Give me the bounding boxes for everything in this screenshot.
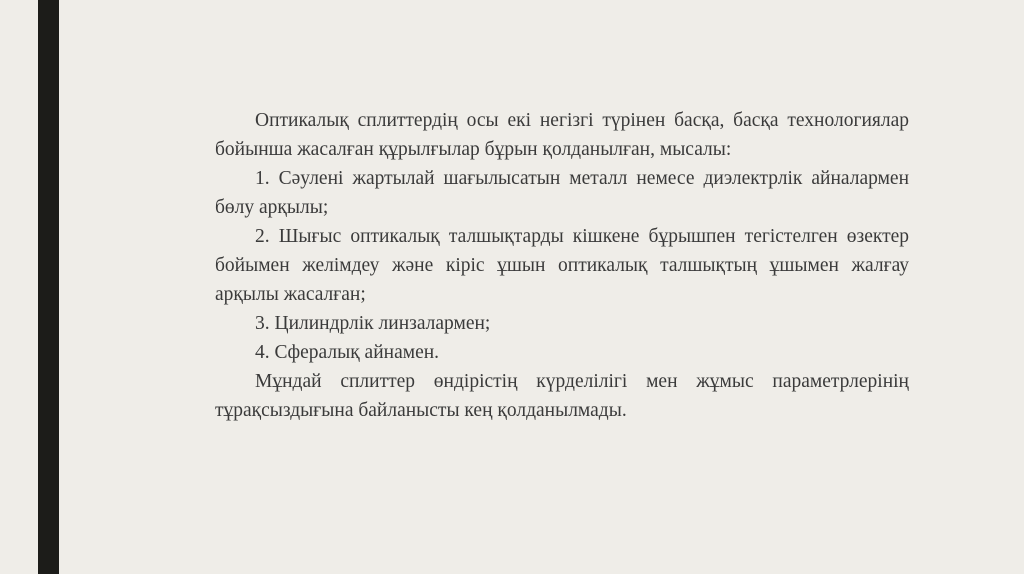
list-item-4: 4. Сфералық айнамен. (255, 342, 440, 363)
slide-body-text (215, 106, 909, 425)
list-item-2: 2. Шығыс оптикалық талшықтарды кішкене бұрышпен тегістелген өзектер бойымен желімдеу және кіріс ұшын оптикалық талшықтың ұшымен жалғау арқылы жасалған; (215, 226, 909, 305)
list-item-1: 1. Сәулені жартылай шағылысатын металл немесе диэлектрлік айналармен бөлу арқылы; (215, 168, 909, 218)
intro-paragraph: Оптикалық сплиттердің осы екі негізгі түрінен басқа, басқа технологиялар бойынша жасалған құрылғылар бұрын қолданылған, мысалы: (215, 110, 909, 160)
decorative-left-bar (38, 0, 59, 574)
conclusion-paragraph: Мұндай сплиттер өндірістің күрделілігі мен жұмыс параметрлерінің тұрақсыздығына байланысты кең қолданылмады. (215, 371, 909, 421)
list-item-3: 3. Цилиндрлік линзалармен; (255, 313, 491, 334)
